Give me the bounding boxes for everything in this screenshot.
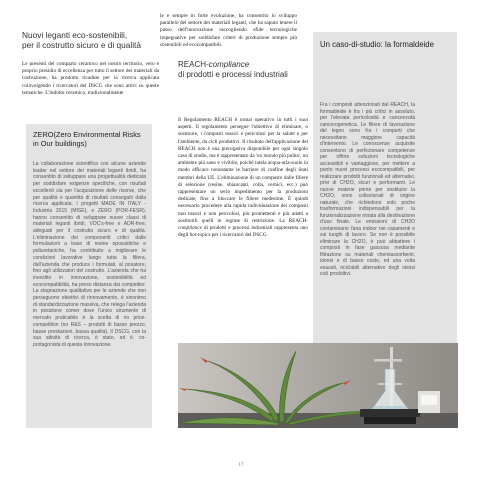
laboratory-plant-photo [178,343,458,428]
reach-text-1: Il Regolamento REACH è ormai operativo in tutti i suoi aspetti. Il regolamento persegue l'obiettivo di eliminare, o sostituire, i composti tossici e pericolosi per la salute e per l'ambiente, da cicli produttivi. Il risultato dell'applicazione del REACH non è una prerogativa disponibile per ogni singolo caso di studio, ma è rappresentato da 'un mondo più pulito', un ambiente più sano e vivibile, poiché tutela acqua-aria-suolo in modo efficace nonostante le barriere di confine degli Stati membri della UE. L'eliminazione di un composto dalle filiere di selezione (resine, sbiancanti, colla, vernici, ecc.) può rappresentare un serio impedimento per la produzioni dedicate, fino a bloccare le filiere medesime. È quindi necessario procedere alla rapida individuazione dei composti non tossici e non pericolosi, più promettenti e più adatti a sostituirli quelli in regime di restrizione. La REACH- [178,117,308,224]
intro-paragraph: Le presenti del comparto ceramico nel nostro territorio, vero e proprio presidio di eccellenza per tutto il settore dei materiali da costruzione, ha prodotto ricadute per la ricerca applicata coinvolgendo i ricercatori del DSCG che sono attivi su queste tematiche. L'indotto ceramico, tradizionalmente [22,61,159,96]
reach-heading-word: REACH- [178,60,209,69]
zero-box-body: La collaborazione scientifica con alcune aziende leader nel settore dei materiali leganti ibridi, ha consentito di sviluppare una progettualità dedicata per soddisfare esigenze specifiche, con risultati eccellenti sia per l'acquisizione delle risorse, che per qualità e quantità di risultati conseguiti dalla ricerca applicata. I progetti MADE IN ITALY - Industria 2015 (MISE), e ZERO (POR-FESR), hanno consentito di sviluppare nuove classi di materiali leganti ibridi, VOC's-free e ADR-free, adeguati per il costrutto sicuro e di qualità. L'eliminazione dei componenti critici dalle formulazioni a base di resine epossidiche e poliuretaniche, ha contribuito a migliorare le condizioni lavorative lungo tutta la filiera, dall'azienda che produce i formulati, al posatore, fino agli utilizzatori del costrutto. L'azienda che ha investito in innovazione, sostenibilità ed ecocompatibilità, ha preso distanza dai competitor. La stagnazione qualitativa per le aziende che non perseguono obiettivi di rinnovamento, è sinonimo di standardizzazione massiva, che relega l'azienda in posizione comer dove l'unico strumento di mercato praticabile è la scelta di no price-competition (no R&S – prodotti di basso prezzo, basse prestazioni, bassa qualità). Il DSCG, con la sua attività di ricerca, è stato, ed è, co-protagonista di questa innovazione. [33,161,146,348]
reach-paragraph [178,117,308,239]
section-heading [22,30,157,50]
case-study-title: Un caso-di-studio: la formaldeide [320,40,434,49]
reach-text-italic2: hot-topics [189,232,211,239]
zero-box-title: ZERO(Zero Environmental Risks in Our buildings) [33,130,141,148]
zero-sidebar-box [26,124,152,428]
page-number: 17 [238,463,244,468]
section-heading-line1: Nuovi leganti eco-sostenibili, [22,30,128,40]
reach-heading-italic: compliance [208,60,250,69]
case-study-body: Fra i composti attenzionati dal REACH, la formaldeide è fra i più critici in assoluto, per l'elevata pericolosità e cancerosità cancerogenetica. Le filiere di lavorazione del legno sono fra i comparti che necessitano maggiore capacità d'intervento. Le conoscenze acquisite consentono di perfezionare competenze per offrire soluzioni tecnologiche accessibili e vantaggiose, per mettere a punto nuovi processi ecocompatibili, per realizzare prodotti funzionali ed alternativi, privi di CH2O, sicuri e performanti. Le nuove materie prime per sostituire la CH2O, sono collezionati di origine naturale, che richiedono solo poche trasformazioni indispensabili per la funzionalizzazione mirata alla destinazione d'uso finale. Le emissioni di CH2O contaminano l'aria indoor nei casamenti e sui luoghi di lavoro. Se non è possibile eliminare la CH2O, è può abbattere i composti in fase gassosa mediante filtrazione su materiali chemiassorbenti, idonei e di basso costo, ed una volta esausti, riciclabili alternativo degli stessi cicli produttivi. [320,102,415,277]
reach-heading-line2: di prodotti e processi industriali [178,70,288,79]
reach-text-2: di prodotti e processi industriali rappresenta uno degli [178,225,308,239]
section-heading-line2: per il costrutto sicuro e di qualità [22,40,141,51]
reach-heading [178,60,308,80]
reach-text-3: per i ricercatori del DSCG. [210,232,268,239]
laboratory-plant-icon [178,343,458,428]
continuation-paragraph: le e sempre in forte evoluzione, ha consentito lo sviluppo parallelo del settore dei materiali leganti, che ha saputo tenere il passo dell'innovazione raccogliendo sfide tecnologiche impegnative per soddisfare criteri di produzione sempre più sostenibili ed ecocompatibili. [160,13,297,48]
reach-text-italic: compliance [178,225,202,232]
